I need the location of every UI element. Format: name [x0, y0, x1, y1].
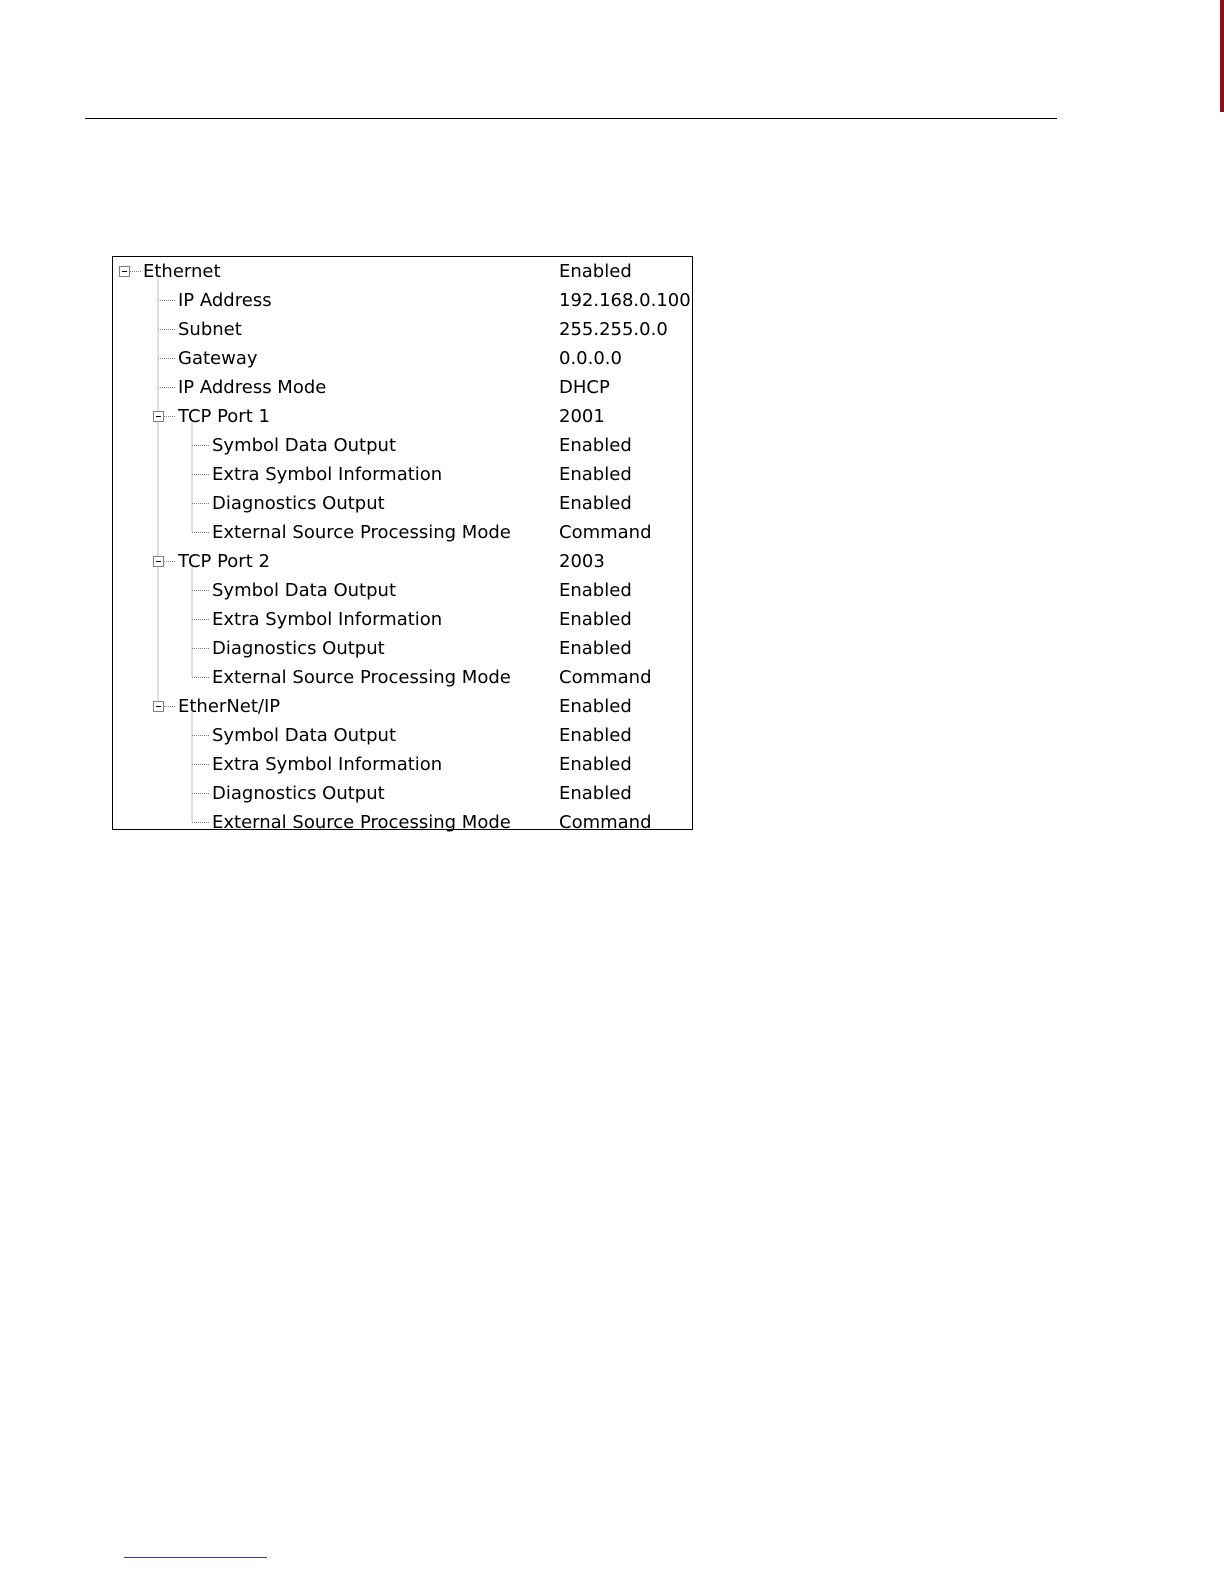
tree-row-label: Extra Symbol Information: [212, 464, 443, 485]
tree-row[interactable]: [113, 605, 692, 634]
collapse-toggle-icon[interactable]: [153, 701, 164, 712]
tree-row-label: Extra Symbol Information: [212, 609, 443, 630]
collapse-toggle-icon[interactable]: [119, 266, 130, 277]
tree-row-label: IP Address: [178, 290, 272, 311]
tree-row[interactable]: [113, 431, 692, 460]
tree-row-value: Enabled: [559, 696, 632, 717]
tree-row[interactable]: [113, 692, 692, 721]
settings-tree: [112, 256, 693, 833]
tree-row[interactable]: [113, 402, 692, 431]
tree-row-value: Enabled: [559, 725, 632, 746]
tree-row-label: TCP Port 2: [178, 551, 270, 572]
tree-row[interactable]: [113, 779, 692, 808]
tree-row-value: 255.255.0.0: [559, 319, 668, 340]
tree-row-label: Diagnostics Output: [212, 783, 385, 804]
header-rule: [85, 118, 1057, 119]
tree-row[interactable]: [113, 750, 692, 779]
collapse-toggle-icon[interactable]: [153, 556, 164, 567]
tree-row-label: External Source Processing Mode: [212, 812, 511, 833]
tree-row-value: 2001: [559, 406, 605, 427]
tree-row[interactable]: [113, 634, 692, 663]
tree-row[interactable]: [113, 808, 692, 837]
tree-row-label: Extra Symbol Information: [212, 754, 443, 775]
tree-row-value: 192.168.0.100: [559, 290, 691, 311]
tree-row-value: Enabled: [559, 464, 632, 485]
tree-row-label: Diagnostics Output: [212, 638, 385, 659]
tree-row-label: IP Address Mode: [178, 377, 327, 398]
tree-row-label: Symbol Data Output: [212, 580, 396, 601]
tree-row-label: External Source Processing Mode: [212, 522, 511, 543]
tree-row[interactable]: [113, 721, 692, 750]
tree-row-label: Symbol Data Output: [212, 435, 396, 456]
tree-row[interactable]: [113, 344, 692, 373]
tree-row-value: Enabled: [559, 261, 632, 282]
tree-row-label: Gateway: [178, 348, 258, 369]
tree-row[interactable]: [113, 373, 692, 402]
tree-row-label: Symbol Data Output: [212, 725, 396, 746]
tree-row[interactable]: [113, 547, 692, 576]
tree-row-label: TCP Port 1: [178, 406, 270, 427]
page-accent-bar: [1220, 0, 1224, 112]
tree-row-label: EtherNet/IP: [178, 696, 281, 717]
tree-row-value: Command: [559, 812, 652, 833]
tree-row[interactable]: [113, 257, 692, 286]
tree-row[interactable]: [113, 315, 692, 344]
tree-row[interactable]: [113, 489, 692, 518]
tree-row-value: Command: [559, 667, 652, 688]
tree-row[interactable]: [113, 576, 692, 605]
tree-row-label: Subnet: [178, 319, 242, 340]
tree-row-label: Ethernet: [143, 261, 221, 282]
tree-row-value: Enabled: [559, 754, 632, 775]
tree-row-value: 0.0.0.0: [559, 348, 622, 369]
tree-row[interactable]: [113, 460, 692, 489]
tree-row-value: Command: [559, 522, 652, 543]
tree-row-value: Enabled: [559, 580, 632, 601]
collapse-toggle-icon[interactable]: [153, 411, 164, 422]
tree-row-value: 2003: [559, 551, 605, 572]
tree-row-value: Enabled: [559, 638, 632, 659]
footer-link-rule: [124, 1557, 267, 1558]
tree-row-value: Enabled: [559, 609, 632, 630]
tree-row[interactable]: [113, 518, 692, 547]
tree-row-value: DHCP: [559, 377, 610, 398]
tree-row-label: Diagnostics Output: [212, 493, 385, 514]
tree-row-label: External Source Processing Mode: [212, 667, 511, 688]
tree-row[interactable]: [113, 286, 692, 315]
tree-row-value: Enabled: [559, 435, 632, 456]
tree-row-value: Enabled: [559, 493, 632, 514]
tree-row-value: Enabled: [559, 783, 632, 804]
tree-row[interactable]: [113, 663, 692, 692]
